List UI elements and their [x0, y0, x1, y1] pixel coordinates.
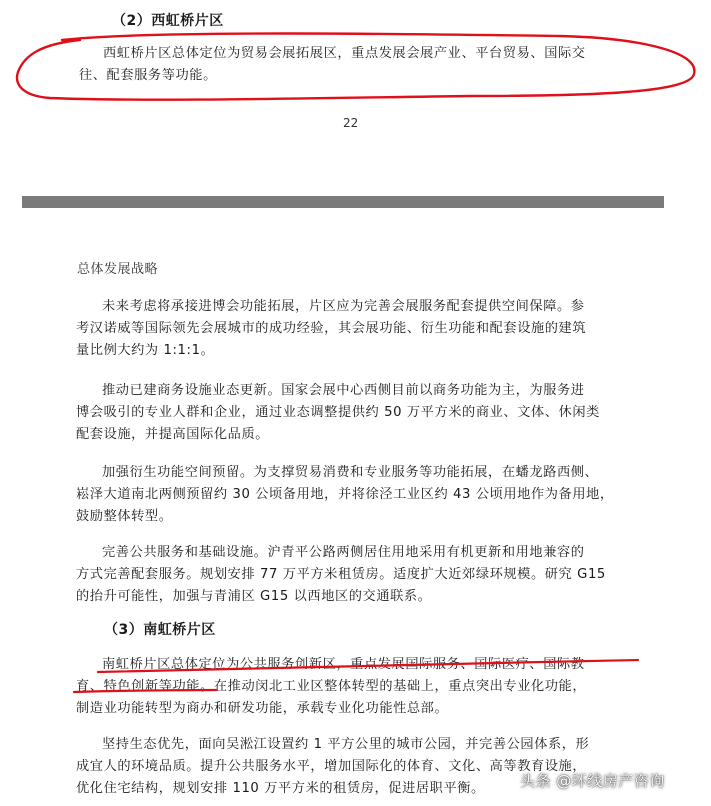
- south-hongqiao-paragraph-1: [76, 654, 587, 720]
- paragraph-line: 成宜人的环境品质。提升公共服务水平，增加国际化的体育、文化、高等教育设施，: [76, 759, 587, 774]
- paragraph-line: 西虹桥片区总体定位为贸易会展拓展区，重点发展会展产业、平台贸易、国际交: [103, 46, 586, 61]
- paragraph-line: 推动已建商务设施业态更新。国家会展中心西侧目前以商务功能为主，为服务进: [102, 383, 585, 398]
- paragraph-line: 鼓励整体转型。: [76, 509, 173, 524]
- strategy-paragraph-4: [76, 542, 606, 608]
- paragraph-line: 加强衍生功能空间预留。为支撑贸易消费和专业服务等功能拓展，在蟠龙路西侧、: [102, 465, 599, 480]
- west-hongqiao-paragraph: [79, 43, 586, 87]
- paragraph-line: 考汉诺威等国际领先会展城市的成功经验，其会展功能、衍生功能和配套设施的建筑: [76, 321, 587, 336]
- paragraph-line: 量比例大约为 1:1:1。: [76, 343, 215, 358]
- paragraph-line: 未来考虑将承接进博会功能拓展，片区应为完善会展服务配套提供空间保障。参: [102, 299, 585, 314]
- page-divider: [22, 196, 664, 208]
- south-hongqiao-paragraph-2: [76, 734, 590, 800]
- paragraph-line: 制造业功能转型为商办和研发功能，承载专业化功能性总部。: [76, 701, 449, 716]
- paragraph-line: 南虹桥片区总体定位为公共服务创新区，重点发展国际服务、国际医疗、国际教: [102, 657, 585, 672]
- paragraph-line: 坚持生态优先，面向吴淞江设置约 1 平方公里的城市公园，并完善公园体系，形: [102, 737, 590, 752]
- watermark: 头条 @环线房产咨询: [520, 772, 665, 790]
- paragraph-line: 博会吸引的专业人群和企业，通过业态调整提供约 50 万平方米的商业、文体、休闲类: [76, 405, 600, 420]
- strategy-paragraph-1: [76, 296, 587, 362]
- paragraph-line: 崧泽大道南北两侧预留约 30 公顷备用地，并将徐泾工业区约 43 公顷用地作为备用地，: [76, 487, 614, 502]
- strategy-paragraph-3: [76, 462, 614, 528]
- page-number: 22: [343, 116, 359, 130]
- paragraph-line: 育、特色创新等功能。在推动闵北工业区整体转型的基础上，重点突出专业化功能，: [76, 679, 587, 694]
- paragraph-line: 配套设施，并提高国际化品质。: [76, 427, 270, 442]
- paragraph-line: 的抬升可能性，加强与青浦区 G15 以西地区的交通联系。: [76, 589, 432, 604]
- paragraph-line: 完善公共服务和基础设施。沪青平公路两侧居住用地采用有机更新和用地兼容的: [102, 545, 585, 560]
- paragraph-line: 往、配套服务等功能。: [79, 68, 217, 83]
- section-heading-south-hongqiao: （3）南虹桥片区: [104, 622, 216, 638]
- section-label-strategy: 总体发展战略: [77, 262, 159, 277]
- paragraph-line: 方式完善配套服务。规划安排 77 万平方米租赁房。适度扩大近郊绿环规模。研究 G15: [76, 567, 606, 582]
- strategy-paragraph-2: [76, 380, 600, 446]
- section-heading-west-hongqiao: （2）西虹桥片区: [112, 13, 224, 29]
- paragraph-line: 优化住宅结构，规划安排 110 万平方米的租赁房，促进居职平衡。: [76, 781, 485, 796]
